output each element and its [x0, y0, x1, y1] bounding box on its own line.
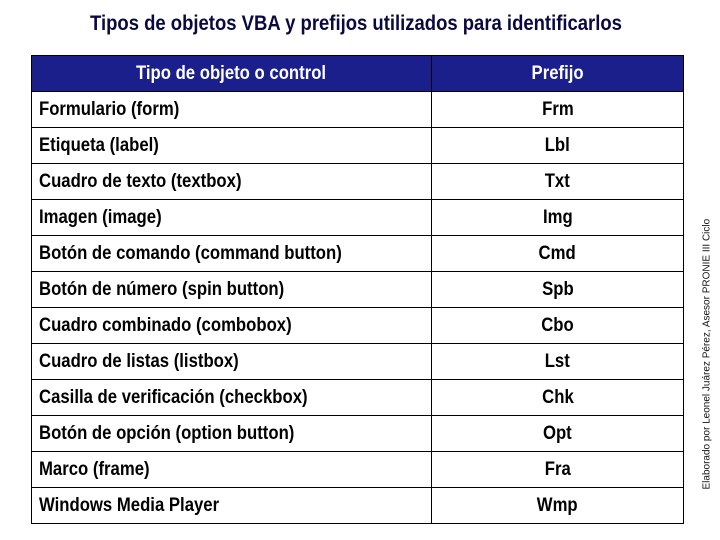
table-row [32, 128, 684, 164]
prefix-cell: Chk [432, 380, 684, 416]
object-type-cell: Cuadro combinado (combobox) [32, 308, 432, 344]
prefix-cell: Txt [432, 164, 684, 200]
table-row [32, 164, 684, 200]
object-type-cell: Botón de número (spin button) [32, 272, 432, 308]
prefix-cell: Spb [432, 272, 684, 308]
table-row [32, 236, 684, 272]
object-type-cell: Formulario (form) [32, 92, 432, 128]
column-header-object-type: Tipo de objeto o control [32, 56, 432, 92]
table-header-row [32, 56, 684, 92]
table-row [32, 92, 684, 128]
object-type-cell: Marco (frame) [32, 452, 432, 488]
author-credit: Elaborado por Leonel Juárez Pérez, Asesor PRONIE III Ciclo [701, 218, 713, 490]
table-row [32, 200, 684, 236]
prefix-cell: Img [432, 200, 684, 236]
prefix-cell: Cmd [432, 236, 684, 272]
prefix-cell: Lbl [432, 128, 684, 164]
table-row [32, 452, 684, 488]
object-type-cell: Botón de opción (option button) [32, 416, 432, 452]
prefix-cell: Cbo [432, 308, 684, 344]
prefix-cell: Fra [432, 452, 684, 488]
table-row [32, 344, 684, 380]
prefix-cell: Opt [432, 416, 684, 452]
table-row [32, 380, 684, 416]
prefix-cell: Frm [432, 92, 684, 128]
object-type-cell: Cuadro de listas (listbox) [32, 344, 432, 380]
object-type-cell: Etiqueta (label) [32, 128, 432, 164]
object-type-cell: Cuadro de texto (textbox) [32, 164, 432, 200]
table-row [32, 272, 684, 308]
column-header-prefix: Prefijo [432, 56, 684, 92]
prefix-table [31, 55, 684, 524]
table-row [32, 416, 684, 452]
prefix-cell: Wmp [432, 488, 684, 524]
object-type-cell: Imagen (image) [32, 200, 432, 236]
object-type-cell: Botón de comando (command button) [32, 236, 432, 272]
object-type-cell: Casilla de verificación (checkbox) [32, 380, 432, 416]
object-type-cell: Windows Media Player [32, 488, 432, 524]
table-row [32, 488, 684, 524]
table-row [32, 308, 684, 344]
prefix-cell: Lst [432, 344, 684, 380]
page-title: Tipos de objetos VBA y prefijos utilizados para identificarlos [90, 12, 622, 35]
